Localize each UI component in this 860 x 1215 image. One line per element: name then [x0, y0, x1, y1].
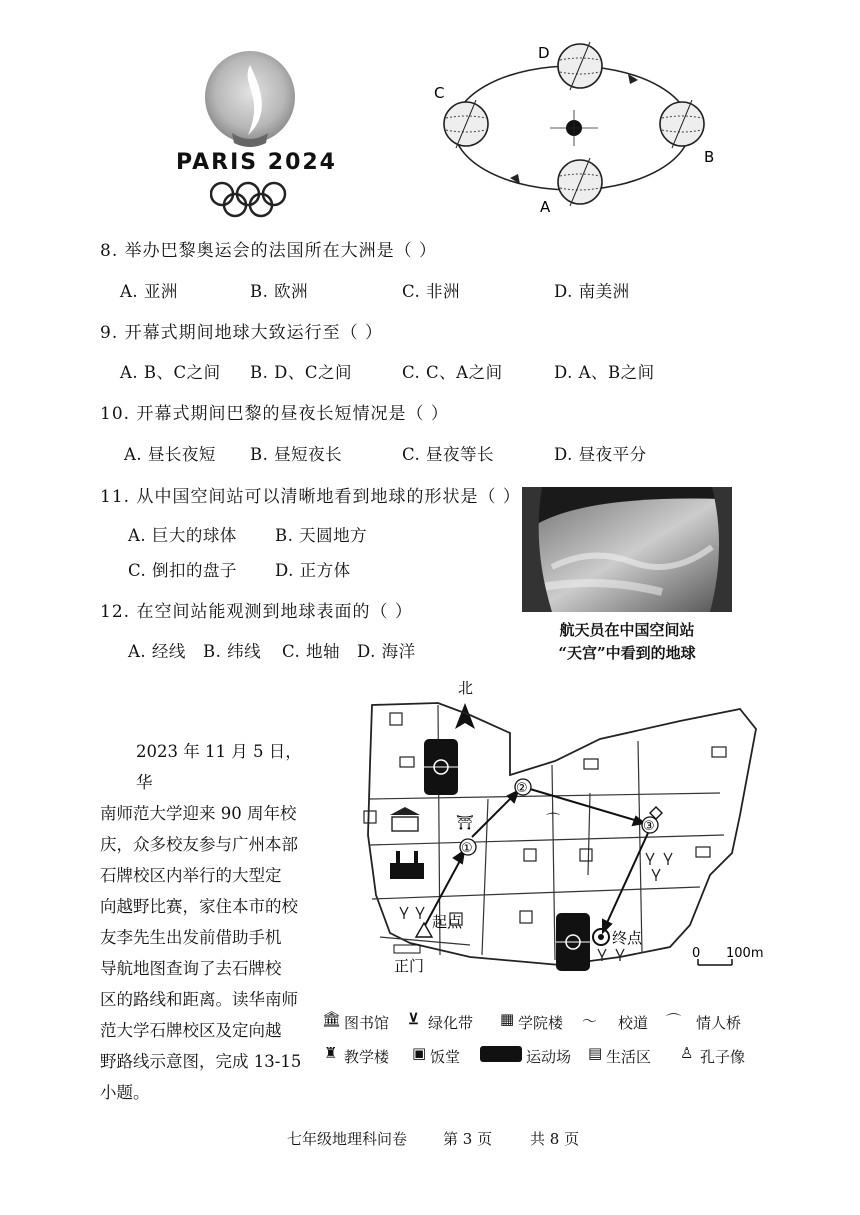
earth-orbit-diagram	[420, 30, 720, 220]
question-10-option-c: C. 昼夜等长	[402, 445, 495, 464]
campus-map	[320, 675, 780, 995]
legend-canteen: 饭堂	[430, 1048, 461, 1066]
orbit-label-a: A	[540, 198, 551, 216]
college-legend-icon: ▦	[500, 1010, 515, 1028]
question-12-stem: 12. 在空间站能观测到地球表面的（ ）	[100, 602, 413, 622]
question-8-option-d: D. 南美洲	[554, 282, 630, 301]
canteen-icon	[524, 849, 536, 861]
statue-icon: ⛩	[456, 815, 474, 831]
passage-text	[100, 736, 315, 1108]
passage-line: 区的路线和距离。读华南师	[100, 990, 298, 1009]
teaching-building-icon	[390, 851, 424, 879]
dorm-icon	[400, 757, 414, 767]
scale-length: 100m	[726, 946, 764, 961]
sports-field-legend-icon	[480, 1046, 522, 1062]
canteen-legend-icon: ▣	[412, 1044, 427, 1062]
question-12-option-b: B. 纬线	[203, 642, 262, 661]
question-11-option-c: C. 倒扣的盘子	[128, 561, 238, 580]
end-label: 终点	[612, 929, 643, 947]
bridge-legend-icon: ⌒	[666, 1012, 682, 1030]
question-12-option-a: A. 经线	[128, 642, 186, 661]
legend-road: 校道	[618, 1014, 649, 1032]
library-legend-icon: 🏛	[322, 1010, 342, 1028]
question-8-option-b: B. 欧洲	[250, 282, 309, 301]
waypoint-3: ③	[643, 819, 655, 834]
question-9-option-d: D. A、B之间	[554, 363, 655, 382]
teaching-legend-icon: ♜	[324, 1044, 338, 1062]
college-icon	[520, 911, 532, 923]
map-legend	[322, 1010, 772, 1070]
north-label: 北	[458, 679, 474, 697]
passage-line: 庆，众多校友参与广州本部	[100, 835, 298, 854]
question-11-option-b: B. 天圆地方	[275, 526, 368, 545]
passage-line: 石牌校区内举行的大型定	[100, 866, 282, 885]
question-11-option-d: D. 正方体	[275, 561, 351, 580]
question-9-stem: 9. 开幕式期间地球大致运行至（ ）	[100, 323, 384, 343]
college-icon	[580, 849, 592, 861]
start-marker-icon	[416, 923, 432, 937]
passage-line: 南师范大学迎来 90 周年校	[100, 804, 297, 823]
question-10-stem: 10. 开幕式期间巴黎的昼夜长短情况是（ ）	[100, 404, 449, 424]
passage-line: 2023 年 11 月 5 日，华	[136, 742, 302, 792]
passage-line: 小题。	[100, 1083, 150, 1102]
library-icon	[390, 807, 420, 831]
earth-b-icon	[660, 100, 704, 148]
question-8-option-a: A. 亚洲	[120, 282, 178, 301]
road-legend-icon: 〜	[582, 1012, 598, 1030]
statue-legend-icon: ♙	[680, 1044, 694, 1062]
dorm-icon	[696, 847, 710, 857]
question-11-option-a: A. 巨大的球体	[128, 526, 237, 545]
college-icon	[364, 811, 376, 823]
legend-college: 学院楼	[518, 1014, 564, 1032]
scale-zero: 0	[692, 946, 701, 961]
question-8-option-c: C. 非洲	[402, 282, 461, 301]
footer-subject: 七年级地理科问卷	[287, 1130, 408, 1148]
footer-page: 第 3 页	[443, 1130, 493, 1148]
start-label: 起点	[432, 913, 463, 931]
question-10-option-b: B. 昼短夜长	[250, 445, 343, 464]
lovers-bridge-icon: ⌒	[546, 813, 560, 829]
question-10-option-a: A. 昼长夜短	[124, 445, 216, 464]
footer-total: 共 8 页	[530, 1130, 580, 1148]
logo-text: PARIS 2024	[176, 150, 337, 175]
passage-line: 导航地图查询了去石牌校	[100, 959, 282, 978]
paris-2024-logo	[170, 45, 340, 225]
legend-dorm: 生活区	[606, 1048, 652, 1066]
legend-confucius-statue: 孔子像	[700, 1048, 746, 1066]
legend-green-belt: 绿化带	[428, 1014, 474, 1032]
legend-sports-field: 运动场	[526, 1048, 572, 1066]
question-9-option-c: C. C、A之间	[402, 363, 503, 382]
waypoint-2: ②	[516, 781, 528, 796]
orbit-label-c: C	[434, 84, 445, 102]
question-12-option-c: C. 地轴	[282, 642, 341, 661]
olympic-rings-icon	[210, 180, 290, 220]
orbit-label-b: B	[704, 148, 715, 166]
legend-lovers-bridge: 情人桥	[696, 1014, 742, 1032]
earth-c-icon	[444, 100, 488, 148]
dorm-icon	[584, 759, 598, 769]
dorm-legend-icon: ▤	[588, 1044, 603, 1062]
passage-line: 范大学石牌校区及定向越	[100, 1021, 282, 1040]
passage-line: 向越野比赛，家住本市的校	[100, 897, 298, 916]
dorm-icon	[712, 747, 726, 757]
waypoint-1: ①	[461, 841, 473, 856]
question-9-option-b: B. D、C之间	[250, 363, 352, 382]
earth-from-space-photo	[522, 487, 732, 612]
passage-line: 野路线示意图，完成 13-15	[100, 1052, 302, 1071]
question-10-option-d: D. 昼夜平分	[554, 445, 647, 464]
photo-caption-line-1: 航天员在中国空间站	[559, 621, 695, 639]
earth-a-icon	[558, 158, 602, 206]
passage-line: 友李先生出发前借助手机	[100, 928, 282, 947]
photo-caption-line-2: “天宫”中看到的地球	[558, 644, 696, 662]
question-8-stem: 8. 举办巴黎奥运会的法国所在大洲是（ ）	[100, 241, 438, 261]
question-9-option-a: A. B、C之间	[120, 363, 221, 382]
green-belt-legend-icon: ⊻	[408, 1010, 419, 1028]
campus-roads	[370, 705, 724, 960]
canteen-icon	[390, 713, 402, 725]
main-gate-label: 正门	[394, 957, 425, 975]
question-11-stem: 11. 从中国空间站可以清晰地看到地球的形状是（ ）	[100, 487, 521, 507]
orbit-label-d: D	[538, 44, 550, 62]
earth-d-icon	[558, 42, 602, 90]
main-gate-icon	[394, 945, 420, 953]
legend-library: 图书馆	[344, 1014, 390, 1032]
question-12-option-d: D. 海洋	[357, 642, 416, 661]
legend-teaching: 教学楼	[344, 1048, 390, 1066]
